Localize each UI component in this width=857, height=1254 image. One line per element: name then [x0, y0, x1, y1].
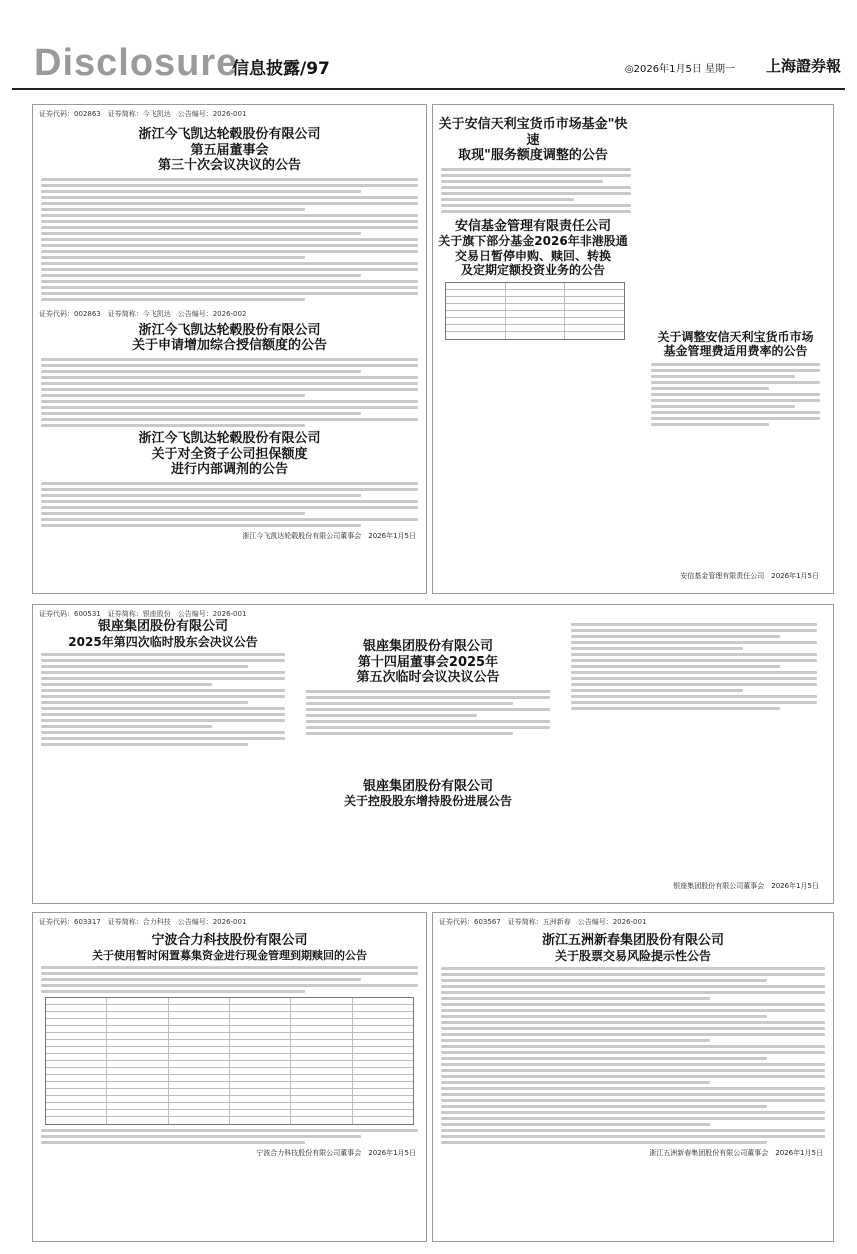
notice-header: 证券代码：600531 证券简称：银座股份 公告编号：2026-001 — [39, 610, 247, 618]
notice-title: 取现"服务额度调整的公告 — [458, 148, 608, 164]
company-name: 浙江今飞凯达轮毂股份有限公司 — [138, 430, 321, 446]
notice-panel-essence-fund — [432, 104, 834, 594]
company-name: 安信基金管理有限责任公司 — [454, 218, 611, 234]
company-name: 宁波合力科技股份有限公司 — [151, 933, 308, 948]
signature: 浙江五洲新春集团股份有限公司董事会 2026年1月5日 — [649, 1148, 823, 1157]
signature: 浙江今飞凯达轮毂股份有限公司董事会 2026年1月5日 — [242, 531, 416, 540]
fund-table — [445, 282, 625, 340]
notice-title: 2025年第四次临时股东会决议公告 — [68, 634, 258, 649]
notice-title: 交易日暂停申购、赎回、转换 — [454, 248, 611, 263]
paper-name: 上海證券報 — [765, 57, 841, 75]
body-text — [441, 967, 825, 1144]
notice-title: 进行内部调剂的公告 — [170, 462, 288, 478]
company-name: 银座集团股份有限公司 — [362, 639, 493, 654]
notice-header: 证券代码：603567 证券简称：五洲新春 公告编号：2026-001 — [439, 918, 647, 926]
body-text — [41, 966, 418, 993]
body-text — [41, 482, 418, 527]
section-title: 信息披露/97 — [232, 59, 330, 79]
company-name: 银座集团股份有限公司 — [97, 619, 228, 634]
signature: 安信基金管理有限责任公司 2026年1月5日 — [680, 572, 819, 580]
notice-header: 证券代码：002863 证券简称：今飞凯达 公告编号：2026-001 — [39, 110, 247, 118]
brand-logo: Disclosure — [34, 42, 239, 84]
notice-title: 关于调整安信天利宝货币市场 — [657, 330, 814, 344]
company-name: 银座集团股份有限公司 — [362, 778, 493, 794]
notice-title: 第五次临时会议决议公告 — [356, 670, 500, 686]
cash-management-table — [45, 997, 414, 1125]
company-name: 浙江五洲新春集团股份有限公司 — [541, 933, 724, 948]
notice-title: 关于安信天利宝货币市场基金"快速 — [438, 117, 628, 148]
body-text — [441, 168, 631, 213]
edition-date: ◎2026年1月5日 星期一 — [624, 64, 735, 75]
body-text — [306, 690, 550, 735]
notice-panel-wuzhou — [432, 912, 834, 1242]
notice-title: 关于使用暂时闲置募集资金进行现金管理到期赎回的公告 — [92, 948, 367, 962]
signature: 银座集团股份有限公司董事会 2026年1月5日 — [673, 882, 819, 890]
body-text — [571, 623, 817, 710]
body-text — [41, 653, 285, 746]
notice-title: 第五届董事会 — [190, 142, 269, 158]
body-text — [41, 178, 418, 301]
company-name: 浙江今飞凯达轮毂股份有限公司 — [138, 322, 321, 338]
signature: 宁波合力科技股份有限公司董事会 2026年1月5日 — [256, 1148, 416, 1157]
company-name: 浙江今飞凯达轮毂股份有限公司 — [138, 127, 321, 142]
notice-title: 第三十次会议决议的公告 — [157, 158, 301, 174]
masthead — [12, 32, 845, 90]
notice-panel-jinfei — [32, 104, 427, 594]
notice-header: 证券代码：002863 证券简称：今飞凯达 公告编号：2026-002 — [39, 309, 247, 318]
notice-title: 及定期定额投资业务的公告 — [460, 263, 605, 278]
body-text — [651, 363, 820, 426]
notice-title: 关于申请增加综合授信额度的公告 — [131, 338, 327, 354]
notice-panel-heli — [32, 912, 427, 1242]
notice-title: 关于旗下部分基金2026年非港股通 — [438, 234, 628, 249]
notice-title: 关于控股股东增持股份进展公告 — [343, 794, 512, 809]
notice-title: 第十四届董事会2025年 — [357, 654, 499, 670]
notice-title: 关于对全资子公司担保额度 — [151, 446, 308, 462]
notice-title: 关于股票交易风险提示性公告 — [554, 948, 711, 963]
notice-panel-yinzuo — [32, 604, 834, 904]
body-text — [41, 1129, 418, 1144]
notice-title: 基金管理费适用费率的公告 — [663, 344, 808, 359]
notice-header: 证券代码：603317 证券简称：合力科技 公告编号：2026-001 — [39, 918, 247, 926]
body-text — [41, 358, 418, 427]
